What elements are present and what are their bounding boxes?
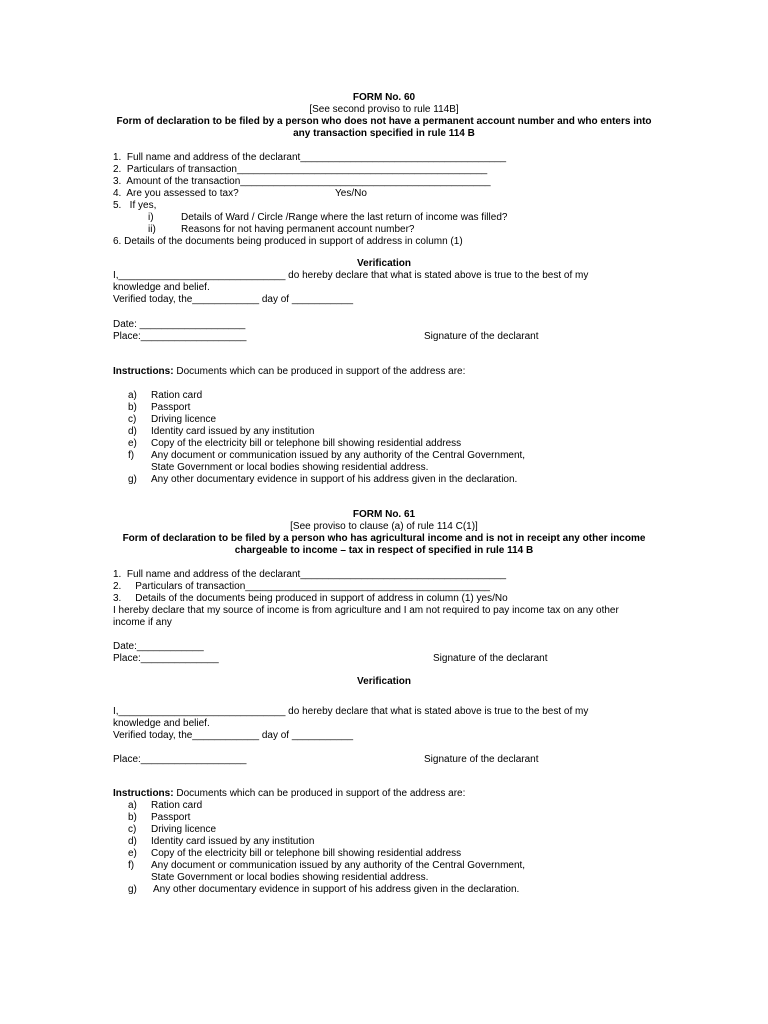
form-60-instructions-label: Instructions: [113,366,174,377]
form-61-verification-title: Verification [357,676,411,687]
form-61-instructions-text: Documents which can be produced in support of the address are: [173,788,466,799]
form-60-verification-title: Verification [357,258,411,269]
form-61-verification-line2: knowledge and belief. [113,718,210,729]
form-61-doc-g-label: g) [128,884,137,895]
form-60-item-5i-label: i) [148,212,154,223]
form-60-place-line: Place:___________________ [113,331,247,342]
form-61-signature: Signature of the declarant [433,653,548,664]
form-60-item-1: 1. Full name and address of the declarant_____________________________________ [113,152,507,163]
form-60-date-line: Date: ___________________ [113,319,246,330]
form-60-instructions-text: Documents which can be produced in support of the address are: [173,366,466,377]
form-61-item-1: 1. Full name and address of the declarant_____________________________________ [113,569,507,580]
form-61-signature-2: Signature of the declarant [424,754,539,765]
form-60-item-3: 3. Amount of the transaction_____________________________________________ [113,176,491,187]
form-61-instructions-label: Instructions: [113,788,174,799]
form-61-subtitle: [See proviso to clause (a) of rule 114 C(1)] [290,521,478,532]
form-60-verification-line1: I,______________________________ do hereby declare that what is stated above is true to the best of my [113,270,589,281]
form-61-place-line: Place:______________ [113,653,219,664]
form-61-verification-line1: I,______________________________ do hereby declare that what is stated above is true to the best of my [113,706,589,717]
form-61-title: FORM No. 61 [352,509,416,520]
form-61-place-line-2: Place:___________________ [113,754,247,765]
form-60-verification-line2: knowledge and belief. [113,282,210,293]
form-61-heading-line2: chargeable to income – tax in respect of specified in rule 114 B [234,545,534,556]
form-61-declaration-line2: income if any [113,617,172,628]
form-60-heading-line2: any transaction specified in rule 114 B [293,128,475,139]
form-60-item-5i-text: Details of Ward / Circle /Range where the last return of income was filled? [181,212,508,223]
form-60-item-4-label: 4. Are you assessed to tax? [113,188,239,199]
form-60-item-2: 2. Particulars of transaction_____________________________________________ [113,164,488,175]
form-61-item-3: 3. Details of the documents being produced in support of address in column (1) yes/No [113,593,508,604]
form-60-item-5: 5. If yes, [113,200,157,211]
form-60-instructions [113,366,465,378]
form-60-item-5ii-label: ii) [148,224,156,235]
form-60-title: FORM No. 60 [352,92,416,103]
form-61-instructions [113,788,465,800]
form-61-item-2: 2. Particulars of transaction____________________________________________ [113,581,490,592]
form-60-heading-line1: Form of declaration to be filed by a person who does not have a permanent account number and who enters into [116,116,652,127]
form-60-item-4-value: Yes/No [335,188,367,199]
form-61-verification-line3: Verified today, the____________ day of ___________ [113,730,354,741]
form-60-item-6: 6. Details of the documents being produced in support of address in column (1) [113,236,463,247]
form-61-declaration-line1: I hereby declare that my source of income is from agriculture and I am not required to pay income tax on any other [113,605,619,616]
form-61-date-line: Date:____________ [113,641,204,652]
form-60-item-5ii-text: Reasons for not having permanent account number? [181,224,415,235]
form-61-heading-line1: Form of declaration to be filed by a person who has agricultural income and is not in receipt any other income [122,533,646,544]
form-60-signature: Signature of the declarant [424,331,539,342]
form-61-doc-g-text: Any other documentary evidence in support of his address given in the declaration. [153,884,520,895]
form-60-subtitle: [See second proviso to rule 114B] [309,104,459,115]
form-60-verification-line3: Verified today, the____________ day of ___________ [113,294,354,305]
